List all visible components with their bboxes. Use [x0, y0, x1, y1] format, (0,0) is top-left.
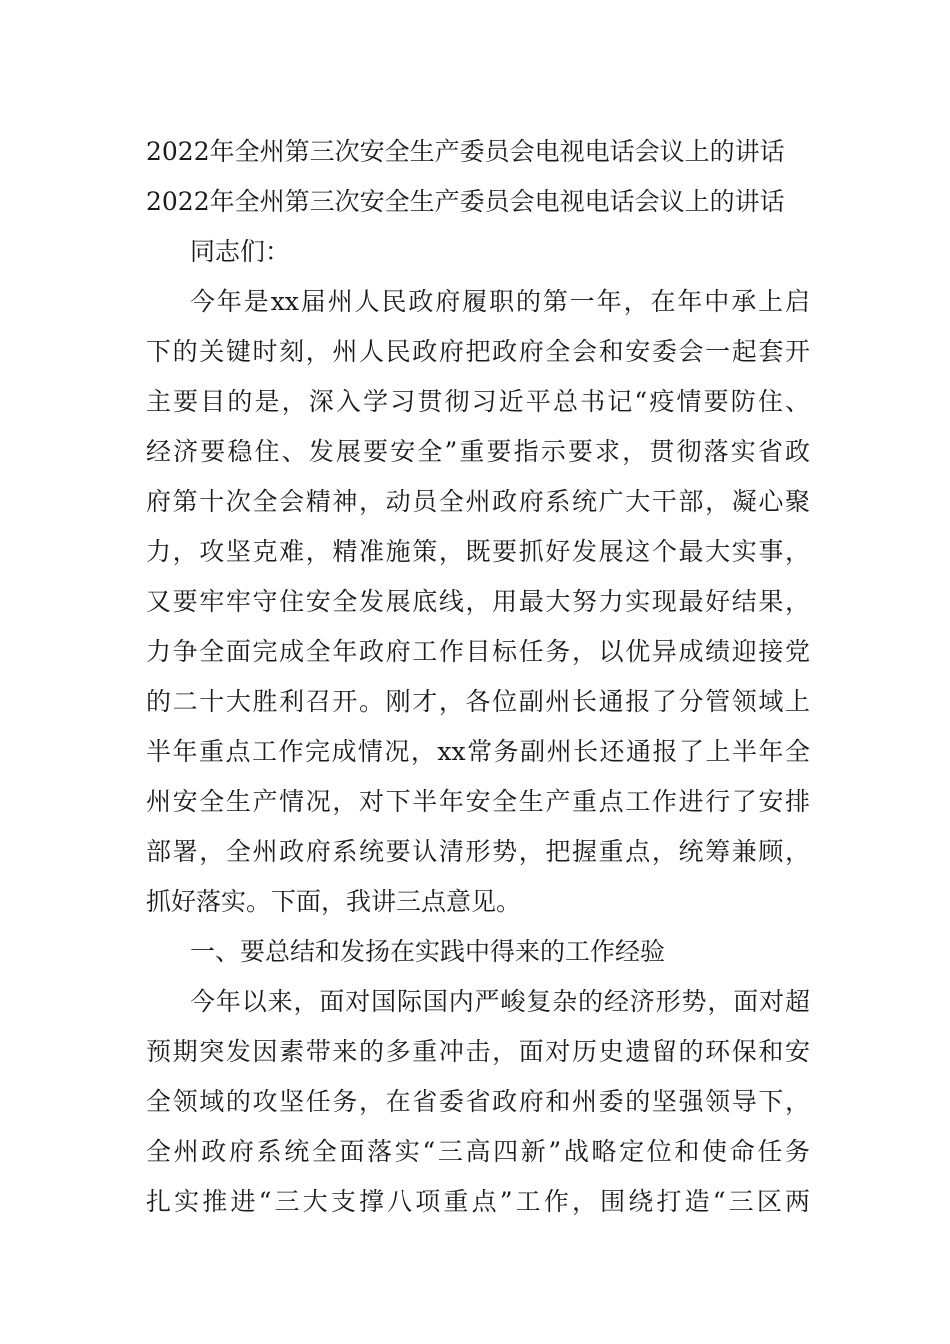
paragraph-line: 部署，全州政府系统要认清形势，把握重点，统筹兼顾， [146, 837, 810, 866]
paragraph-line: 又要牢牢守住安全发展底线，用最大努力实现最好结果， [146, 587, 810, 616]
paragraph-line: 预期突发因素带来的多重冲击，面对历史遗留的环保和安 [146, 1037, 810, 1066]
paragraph-line: 扎实推进“三大支撑八项重点”工作，围绕打造“三区两 [146, 1187, 810, 1216]
paragraph-line: 经济要稳住、发展要安全”重要指示要求，贯彻落实省政 [146, 437, 810, 466]
paragraph-line: 抓好落实。下面，我讲三点意见。 [146, 887, 522, 916]
paragraph-line: 半年重点工作完成情况，xx常务副州长还通报了上半年全 [146, 737, 810, 766]
paragraph-line: 力，攻坚克难，精准施策，既要抓好发展这个最大实事， [146, 537, 810, 566]
paragraph-line: 今年是xx届州人民政府履职的第一年，在年中承上启 [190, 287, 810, 316]
paragraph-line: 全州政府系统全面落实“三高四新”战略定位和使命任务 [146, 1137, 810, 1166]
paragraph-line: 力争全面完成全年政府工作目标任务，以优异成绩迎接党 [146, 637, 810, 666]
salutation: 同志们： [190, 237, 291, 266]
paragraph-line: 府第十次全会精神，动员全州政府系统广大干部，凝心聚 [146, 487, 810, 516]
paragraph-line: 全领域的攻坚任务，在省委省政府和州委的坚强领导下， [146, 1087, 810, 1116]
paragraph-line: 州安全生产情况，对下半年安全生产重点工作进行了安排 [146, 787, 810, 816]
document-title-repeat: 2022年全州第三次安全生产委员会电视电话会议上的讲话 [146, 187, 785, 216]
paragraph-line: 下的关键时刻，州人民政府把政府全会和安委会一起套开 [146, 337, 810, 366]
document-title: 2022年全州第三次安全生产委员会电视电话会议上的讲话 [146, 137, 785, 166]
section-heading: 一、要总结和发扬在实践中得来的工作经验 [190, 937, 666, 966]
paragraph-line: 今年以来，面对国际国内严峻复杂的经济形势，面对超 [190, 987, 810, 1016]
paragraph-line: 主要目的是，深入学习贯彻习近平总书记“疫情要防住、 [146, 387, 810, 416]
paragraph-line: 的二十大胜利召开。刚才，各位副州长通报了分管领域上 [146, 687, 810, 716]
